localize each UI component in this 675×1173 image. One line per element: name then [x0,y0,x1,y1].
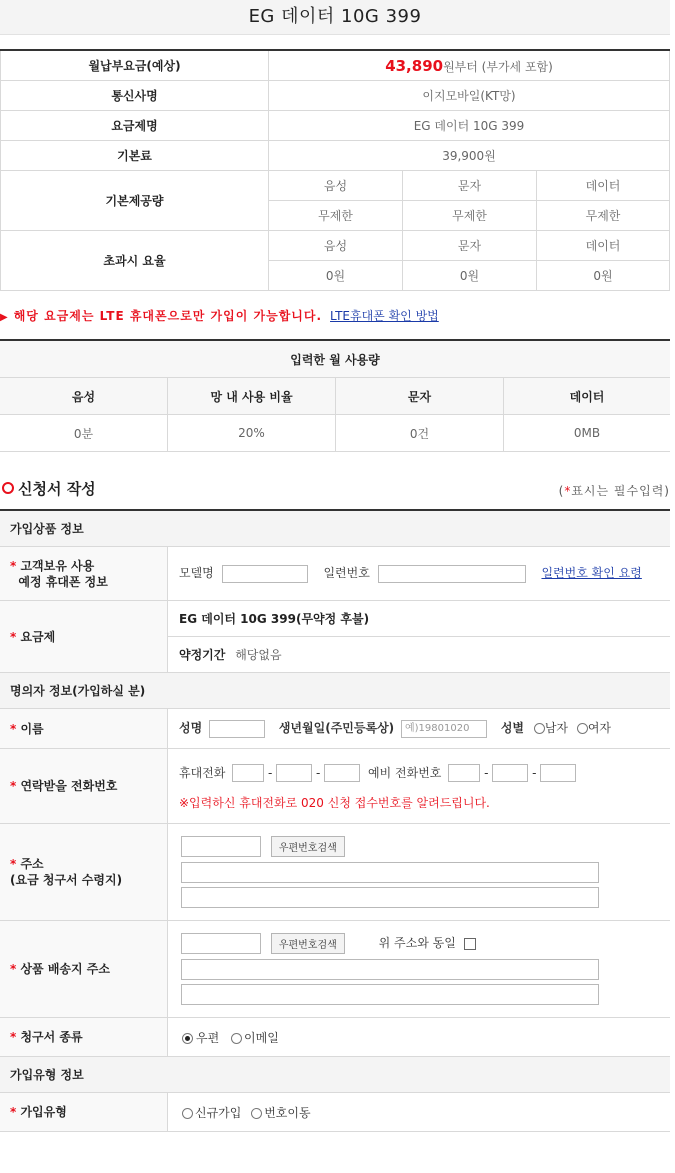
usage-val-voice: 0분 [0,415,168,452]
plan-name-value: EG 데이터 10G 399 [269,111,670,141]
dash: - [316,765,321,780]
usage-col-sms: 문자 [336,378,504,415]
carrier-value: 이지모바일(KT망) [269,81,670,111]
name-label-text: 이름 [20,721,44,736]
carrier-label: 통신사명 [1,81,269,111]
mobile-input-3[interactable] [324,764,360,782]
fullname-label: 성명 [179,721,203,736]
serial-help-link[interactable]: 일련번호 확인 요령 [541,566,642,581]
phone-info-label [0,547,168,601]
usage-table [0,339,670,452]
gender-label: 성별 [500,721,524,736]
usage-col-voice: 음성 [0,378,168,415]
overage-val-voice: 0원 [269,261,403,291]
holder-section-header: 명의자 정보(가입하실 분) [0,673,670,709]
join-new-radio[interactable] [182,1108,193,1119]
shipping-fields [168,921,671,1018]
bill-type-fields [168,1018,671,1057]
monthly-price: 43,890 [385,56,444,75]
overage-label: 초과시 요율 [1,231,269,291]
plan-summary-table [0,49,670,291]
contact-label [0,749,168,824]
shipping-zip-input[interactable] [181,933,261,954]
required-star: * [10,962,17,976]
alt-phone-input-3[interactable] [540,764,576,782]
product-section-header: 가입상품 정보 [0,510,670,547]
gender-male-label: 남자 [544,721,569,736]
base-fee-label: 기본료 [1,141,269,171]
birth-input[interactable]: 예)19801020 [401,720,487,738]
required-star: * [10,779,17,793]
plan-label-text: 요금제 [20,629,56,644]
dash: - [484,765,489,780]
required-note-open: ( [558,484,565,498]
address-label [0,824,168,921]
required-star: * [10,629,17,644]
phone-info-label-line2: 예정 휴대폰 정보 [18,574,108,589]
overage-col-data: 데이터 [537,231,670,261]
join-new-label: 신규가입 [195,1105,242,1120]
contract-row [168,637,671,673]
gender-female-label: 여자 [587,721,612,736]
base-fee-value: 39,900원 [269,141,670,171]
serial-input[interactable] [378,565,526,583]
phone-info-label-line1: 고객보유 사용 [20,558,95,573]
required-star: * [564,484,572,498]
provided-val-sms: 무제한 [403,201,537,231]
required-star: * [10,857,17,871]
provided-val-voice: 무제한 [269,201,403,231]
join-section-header: 가입유형 정보 [0,1057,670,1093]
shipping-label-text: 상품 배송지 주소 [20,962,110,976]
alt-phone-input-1[interactable] [448,764,480,782]
phone-info-fields [168,547,671,601]
contact-note: ※입력하신 휴대전화로 020 신청 접수번호를 알려드립니다. [179,795,490,810]
required-star: * [10,1030,17,1044]
overage-val-data: 0원 [537,261,670,291]
address-label-line1: 주소 [20,857,44,871]
mobile-input-2[interactable] [276,764,312,782]
application-form [0,509,670,1132]
address-line2-input[interactable] [181,887,599,908]
join-type-fields [168,1093,671,1132]
same-address-checkbox[interactable] [464,938,476,950]
model-label: 모델명 [179,566,214,581]
required-note-text: 표시는 필수입력) [571,484,670,498]
shipping-line2-input[interactable] [181,984,599,1005]
bill-email-label: 이메일 [244,1030,279,1045]
same-address-label: 위 주소와 동일 [378,936,456,950]
bill-type-label-text: 청구서 종류 [20,1030,83,1044]
bill-post-radio[interactable] [182,1033,193,1044]
dash: - [532,765,537,780]
provided-col-sms: 문자 [403,171,537,201]
usage-val-sms: 0건 [336,415,504,452]
fullname-input[interactable] [209,720,265,738]
mobile-input-1[interactable] [232,764,264,782]
mobile-label: 휴대전화 [179,765,226,780]
usage-header: 입력한 월 사용량 [0,340,670,378]
address-fields [168,824,671,921]
overage-val-sms: 0원 [403,261,537,291]
monthly-fee-value [269,50,670,81]
join-port-radio[interactable] [251,1108,262,1119]
bill-type-label [0,1018,168,1057]
gender-male-radio[interactable] [534,723,545,734]
shipping-zip-search-button[interactable]: 우편번호검색 [271,933,345,954]
address-label-line2: (요금 청구서 수령지) [10,873,123,887]
name-label [0,709,168,749]
monthly-fee-label: 월납부요금(예상) [1,50,269,81]
plan-label [0,601,168,673]
arrow-right-icon: ▶ [0,312,8,323]
application-title: 신청서 작성 [18,480,96,498]
overage-col-voice: 음성 [269,231,403,261]
address-zip-search-button[interactable]: 우편번호검색 [271,836,345,857]
address-zip-input[interactable] [181,836,261,857]
plan-value: EG 데이터 10G 399(무약정 후불) [168,601,671,637]
contract-value: 해당없음 [235,648,282,662]
required-star: * [10,1105,17,1119]
lte-check-link[interactable]: LTE휴대폰 확인 방법 [330,309,439,323]
usage-val-ratio: 20% [168,415,336,452]
alt-phone-input-2[interactable] [492,764,528,782]
bill-post-label: 우편 [196,1030,220,1045]
provided-val-data: 무제한 [537,201,670,231]
join-port-label: 번호이동 [264,1105,311,1120]
plan-name-label: 요금제명 [1,111,269,141]
usage-val-data: 0MB [504,415,671,452]
model-input[interactable] [222,565,308,583]
lte-notice [0,306,670,326]
required-star: * [10,721,17,736]
required-star: * [10,558,17,573]
monthly-price-suffix: 원부터 (부가세 포함) [443,59,553,74]
birth-label: 생년월일(주민등록상) [278,721,395,736]
circle-bullet-icon [2,482,14,494]
join-type-label [0,1093,168,1132]
provided-col-voice: 음성 [269,171,403,201]
join-type-label-text: 가입유형 [20,1105,67,1119]
contact-fields [168,749,671,824]
overage-col-sms: 문자 [403,231,537,261]
alt-phone-label: 예비 전화번호 [368,765,442,780]
address-line1-input[interactable] [181,862,599,883]
serial-label: 일련번호 [323,566,370,581]
usage-col-ratio: 망 내 사용 비율 [168,378,336,415]
application-header [0,478,670,502]
contact-label-text: 연락받을 전화번호 [20,779,118,793]
dash: - [268,765,273,780]
lte-notice-text: 해당 요금제는 LTE 휴대폰으로만 가입이 가능합니다. [13,309,323,323]
shipping-label [0,921,168,1018]
page-title: EG 데이터 10G 399 [0,0,670,35]
bill-email-radio[interactable] [231,1033,242,1044]
contract-label: 약정기간 [179,648,226,662]
gender-female-radio[interactable] [577,723,588,734]
name-fields [168,709,671,749]
provided-label: 기본제공량 [1,171,269,231]
required-note [559,482,670,499]
provided-col-data: 데이터 [537,171,670,201]
usage-col-data: 데이터 [504,378,671,415]
shipping-line1-input[interactable] [181,959,599,980]
